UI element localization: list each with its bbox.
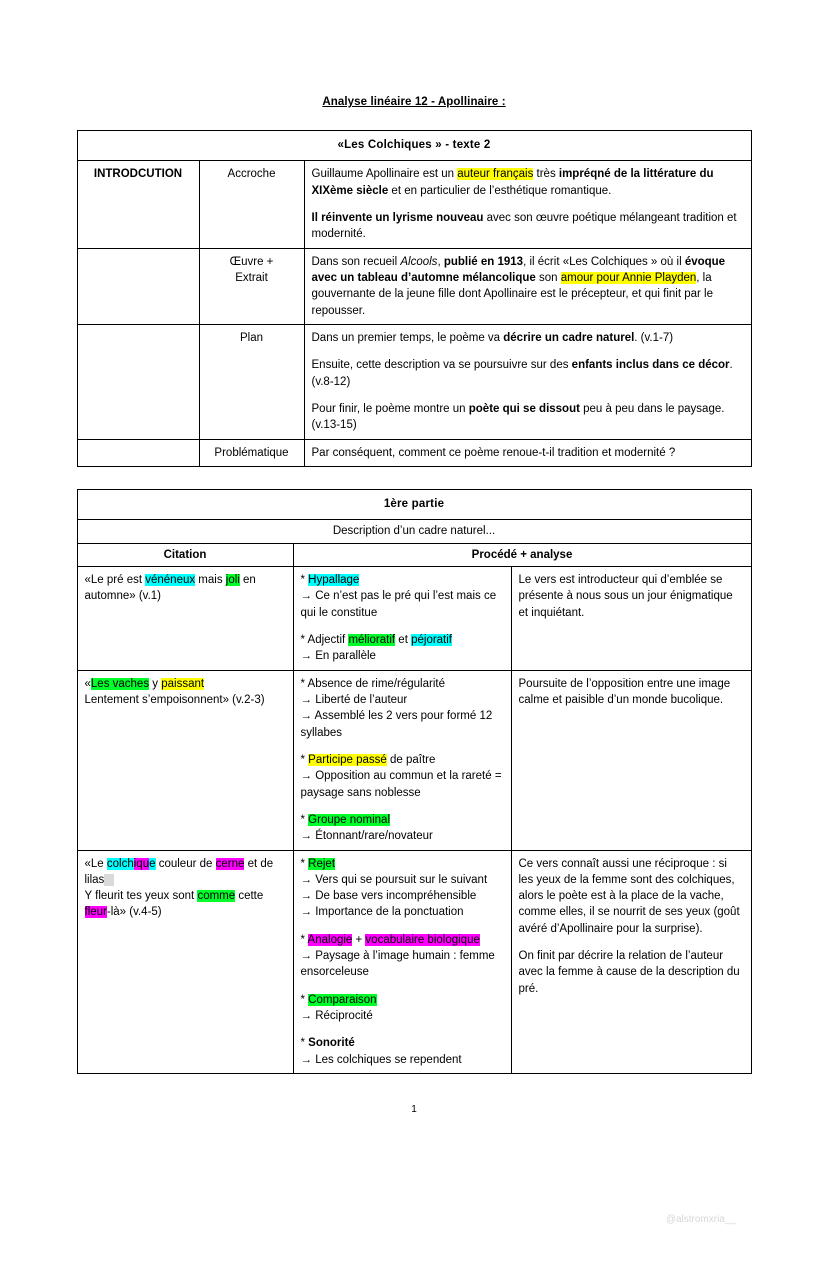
procede-3-item-2: → Vers qui se poursuit sur le suivant xyxy=(300,873,488,886)
procede-2-item-3: → Assemblé les 2 vers pour formé 12 syllabes xyxy=(300,710,493,739)
cell-citation-3 xyxy=(77,850,293,1074)
table-row xyxy=(77,670,751,850)
cell-citation-2 xyxy=(77,670,293,850)
column-header-citation: Citation xyxy=(77,543,293,566)
document-page xyxy=(0,96,828,1267)
highlight-joli: joli xyxy=(225,573,240,586)
citation-1-text: «Le pré est vénéneux mais joli en automne» (v.1) xyxy=(84,573,256,603)
procede-3-item-4: → Importance de la ponctuation xyxy=(300,906,464,919)
highlight-amour-annie-playden: amour pour Annie Playden xyxy=(560,271,697,284)
table-row xyxy=(77,161,751,248)
cell-analyse-2 xyxy=(511,670,751,850)
procede-1-item-1: * Hypallage xyxy=(300,573,360,586)
watermark: @alstromxria__ xyxy=(665,1214,736,1225)
cell-procede-3 xyxy=(293,850,511,1074)
table-spacer xyxy=(0,467,828,489)
page-title: Analyse linéaire 12 - Apollinaire : xyxy=(322,96,506,108)
table-row xyxy=(77,131,751,161)
highlight-analogie: Analogie xyxy=(307,933,353,946)
cell-citation-1 xyxy=(77,566,293,670)
citation-3-text: «Le colchique couleur de cerne et de lilas Y fleurit tes yeux sont comme cette fleur-là» (v.4-5) xyxy=(84,857,274,919)
cell-procede-1 xyxy=(293,566,511,670)
procede-2-item-2: → Liberté de l’auteur xyxy=(300,693,408,706)
procede-3-item-6: → Paysage à l’image humain : femme ensorceleuse xyxy=(300,950,495,979)
plan-paragraph-3: Pour finir, le poème montre un poète qui se dissout peu à peu dans le paysage. (v.13-15) xyxy=(311,402,725,432)
citation-2-text: «Les vaches y paissant Lentement s’empoisonnent» (v.2-3) xyxy=(84,677,265,706)
procede-3-item-8: → Réciprocité xyxy=(300,1010,373,1023)
analyse-1-paragraph: Le vers est introducteur qui d’emblée se présente à nous sous un jour énigmatique et inquiétant. xyxy=(518,573,733,619)
procede-2-item-5: → Opposition au commun et la rareté = paysage sans noblesse xyxy=(300,770,502,799)
analysis-table xyxy=(77,489,752,1074)
highlight-hypallage: Hypallage xyxy=(308,573,360,586)
highlight-cerne: cerne xyxy=(215,857,245,870)
row-label-oeuvre-extrait: Œuvre + Extrait xyxy=(199,248,304,324)
highlight-comparaison: Comparaison xyxy=(308,993,377,1006)
cell-plan-content xyxy=(304,324,751,439)
section-label-empty-3 xyxy=(77,439,199,466)
highlight-rejet: Rejet xyxy=(308,857,336,870)
highlight-lilas-gray xyxy=(104,874,114,886)
page-number: 1 xyxy=(411,1104,417,1116)
table1-banner: «Les Colchiques » - texte 2 xyxy=(77,131,751,161)
accroche-paragraph-2: Il réinvente un lyrisme nouveau avec son œuvre poétique mélangeant tradition et modernité. xyxy=(311,211,737,241)
analyse-3-paragraph-1: Ce vers connaît aussi une réciproque : si les yeux de la femme sont des colchiques, alors le poète est à la place de la vache, comme elles, il se nourrit de ses yeux (goût avéré d’Apollinaire pour la surprise). xyxy=(518,857,740,935)
highlight-comme: comme xyxy=(197,890,236,903)
row-label-accroche: Accroche xyxy=(199,161,304,248)
row-label-problematique: Problématique xyxy=(199,439,304,466)
column-header-analysis: Procédé + analyse xyxy=(293,543,751,566)
cell-analyse-3 xyxy=(511,850,751,1074)
procede-3-item-9: * Sonorité xyxy=(300,1037,355,1050)
cell-accroche-content xyxy=(304,161,751,248)
procede-1-item-2: → Ce n’est pas le pré qui l’est mais ce qui le constitue xyxy=(300,590,497,619)
cell-problematique-content: Par conséquent, comment ce poème renoue-t-il tradition et modernité ? xyxy=(304,439,751,466)
highlight-pejoratif: péjoratif xyxy=(411,633,453,646)
procede-3-item-3: → De base vers incompréhensible xyxy=(300,890,477,903)
section-label-introduction: INTRODCUTION xyxy=(77,161,199,248)
table-row xyxy=(77,850,751,1074)
highlight-groupe-nominal: Groupe nominal xyxy=(308,813,390,826)
introduction-table xyxy=(77,130,752,467)
table-row xyxy=(77,324,751,439)
section-label-empty-2 xyxy=(77,324,199,439)
procede-3-item-10: → Les colchiques se rependent xyxy=(300,1053,462,1066)
section-label-empty-1 xyxy=(77,248,199,324)
highlight-colchique: colchique xyxy=(106,857,156,870)
table2-banner: 1ère partie xyxy=(77,489,751,519)
procede-2-item-1: * Absence de rime/régularité xyxy=(300,677,445,690)
cell-oeuvre-content xyxy=(304,248,751,324)
table-row xyxy=(77,489,751,519)
cell-analyse-1 xyxy=(511,566,751,670)
plan-paragraph-1: Dans un premier temps, le poème va décrire un cadre naturel. (v.1-7) xyxy=(311,331,674,344)
table-row xyxy=(77,543,751,566)
highlight-auteur-francais: auteur français xyxy=(457,168,534,181)
row-label-plan: Plan xyxy=(199,324,304,439)
procede-1-item-3: * Adjectif mélioratif et péjoratif xyxy=(300,633,453,646)
table-row xyxy=(77,439,751,466)
table-row xyxy=(77,248,751,324)
plan-paragraph-2: Ensuite, cette description va se poursuivre sur des enfants inclus dans ce décor. (v.8-12) xyxy=(311,359,733,388)
accroche-paragraph-1: Guillaume Apollinaire est un auteur français très impréqné de la littérature du XIXème siècle et en particulier de l’esthétique romantique. xyxy=(311,168,714,197)
cell-procede-2 xyxy=(293,670,511,850)
highlight-participe-passe: Participe passé xyxy=(308,753,387,766)
highlight-vocabulaire-biologique: vocabulaire biologique xyxy=(365,933,480,946)
procede-3-item-1: * Rejet xyxy=(300,857,336,870)
procede-2-item-7: → Étonnant/rare/novateur xyxy=(300,830,433,843)
table-row xyxy=(77,520,751,543)
analyse-2-paragraph: Poursuite de l’opposition entre une image calme et paisible d’un monde bucolique. xyxy=(518,677,731,706)
highlight-fleur: fleur xyxy=(84,906,107,919)
procede-1-item-4: → En parallèle xyxy=(300,650,376,663)
highlight-veneneux: vénéneux xyxy=(145,573,196,586)
procede-2-item-4: * Participe passé de paître xyxy=(300,753,436,766)
table2-subtitle: Description d’un cadre naturel... xyxy=(77,520,751,543)
procede-3-item-5: * Analogie + vocabulaire biologique xyxy=(300,933,480,946)
table-row xyxy=(77,566,751,670)
highlight-les-vaches: Les vaches xyxy=(90,677,150,690)
highlight-melioratif: mélioratif xyxy=(348,633,396,646)
procede-3-item-7: * Comparaison xyxy=(300,993,377,1006)
analyse-3-paragraph-2: On finit par décrire la relation de l’auteur avec la femme à cause de la description du pré. xyxy=(518,950,740,995)
highlight-paissant: paissant xyxy=(161,677,205,690)
procede-2-item-6: * Groupe nominal xyxy=(300,813,390,826)
oeuvre-paragraph: Dans son recueil Alcools, publié en 1913, il écrit «Les Colchiques » où il évoque avec un tableau d’automne mélancolique son amour pour Annie Playden, la gouvernante de la jeune fille dont Apollinaire est le précepteur, et qui finit par le repousser. xyxy=(311,255,726,317)
